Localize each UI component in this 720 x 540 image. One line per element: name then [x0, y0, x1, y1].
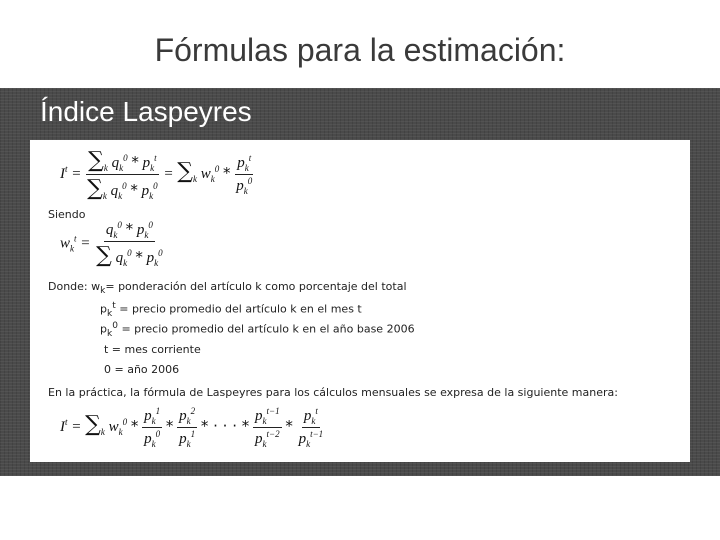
definition-price-t: $p_k^t$ = precio promedio del artículo k en el mes t: [100, 301, 362, 319]
definition-price-0: $p_k^0$ = precio promedio del artículo k en el año base 2006: [100, 321, 415, 339]
definition-weight: $w_k=$ ponderación del artículo k como porcentaje del total: [91, 280, 407, 297]
definition-0: 0 = año 2006: [104, 363, 180, 376]
weight-formula: $w_k^t$ = $\frac{q_k^0 * p_k^0}{\sum q_k^0 * p_k^0}$: [60, 220, 163, 268]
practice-text: En la práctica, la fórmula de Laspeyres para los cálculos mensuales se expresa de la siguiente manera:: [48, 386, 618, 399]
definition-t: t = mes corriente: [104, 343, 201, 356]
chained-formula: $I^t = \sum_k$ $w_k^0$ * $\frac{p_k^1}{p_k^0}$ * $\frac{p_k^2}{p_k^1}$ * · · · * $\frac{p_k^{t-1}}{p_k^{t-2}}$ * $\frac{p_k^t}{p_k^{t-1}}$: [60, 406, 324, 449]
slide-subtitle: Índice Laspeyres: [40, 96, 252, 127]
laspeyres-index-formula: $I^t$ = $\frac{\sum_k q_k^0 * p_k^t}{\sum_k q_k^0 * p_k^0}$ = $\sum_k$ $w_k^0$ * $\frac{p_k^t}{p_k^0}$: [60, 148, 253, 201]
donde-text: Donde:: [48, 280, 88, 293]
formula-image: [30, 140, 690, 462]
siendo-label: Siendo: [48, 208, 86, 221]
slide-title: Fórmulas para la estimación:: [154, 32, 566, 68]
donde-label: [48, 280, 407, 296]
